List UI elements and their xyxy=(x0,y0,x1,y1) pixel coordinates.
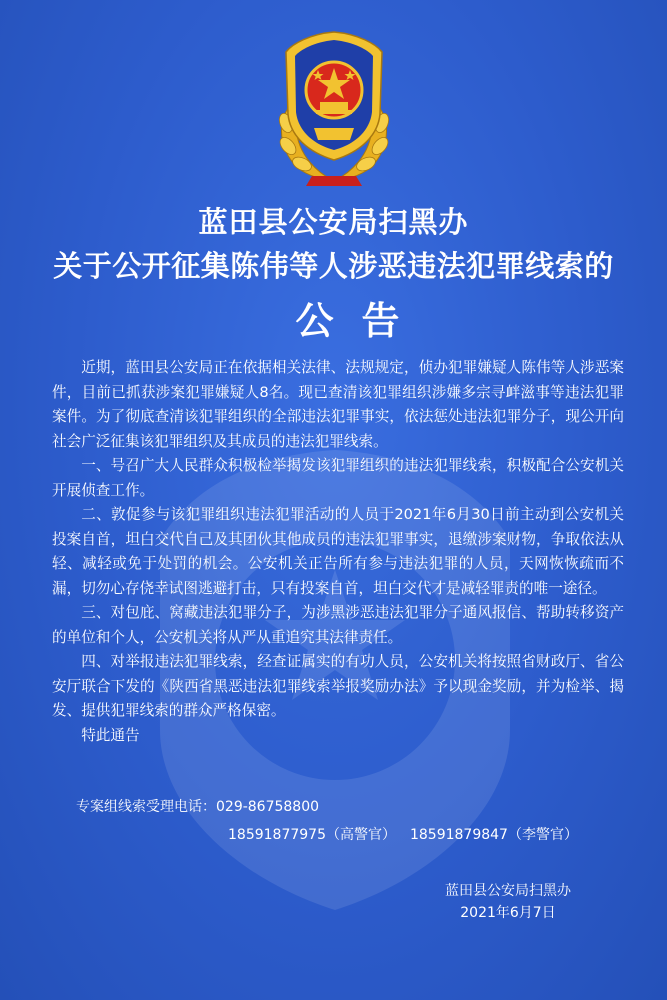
contact-info xyxy=(76,793,596,849)
title-line-1: 蓝田县公安局扫黑办 xyxy=(198,205,469,239)
paragraph-item-3: 三、对包庇、窝藏违法犯罪分子，为涉黑涉恶违法犯罪分子通风报信、帮助转移资产的单位和个人，公安机关将从严从重追究其法律责任。 xyxy=(52,604,624,646)
signature-date: 2021年6月7日 xyxy=(460,905,556,921)
hotline-label: 专案组线索受理电话：029-86758800 xyxy=(76,799,320,815)
paragraph-item-1: 一、号召广大人民群众积极检举揭发该犯罪组织的违法犯罪线索，积极配合公安机关开展侦查工作。 xyxy=(52,457,624,499)
phone-li: 18591879847（李警官） xyxy=(409,827,578,843)
notice-body xyxy=(52,356,624,748)
paragraph-closing: 特此通告 xyxy=(81,726,140,744)
phone-gao: 18591877975（高警官） xyxy=(228,827,396,843)
paragraph-intro: 近期，蓝田县公安局正在依据相关法律、法规规定，侦办犯罪嫌疑人陈伟等人涉恶案件，目前已抓获涉案犯罪嫌疑人8名。现已查清该犯罪组织涉嫌多宗寻衅滋事等违法犯罪案件。为了彻底查清该犯罪组织的全部违法犯罪事实，依法惩处违法犯罪分子，现公开向社会广泛征集该犯罪组织及其成员的违法犯罪线索。 xyxy=(52,359,624,450)
signature-org: 蓝田县公安局扫黑办 xyxy=(445,883,571,899)
paragraph-item-4: 四、对举报违法犯罪线索，经查证属实的有功人员，公安机关将按照省财政厅、省公安厅联合下发的《陕西省黑恶违法犯罪线索举报奖励办法》予以现金奖励，并为检举、揭发、提供犯罪线索的群众严格保密。 xyxy=(52,653,624,719)
phone-lines xyxy=(76,821,596,849)
signature-block xyxy=(408,880,608,924)
paragraph-item-2: 二、敦促参与该犯罪组织违法犯罪活动的人员于2021年6月30日前主动到公安机关投案自首，坦白交代自己及其团伙其他成员的违法犯罪事实，退缴涉案财物，争取依法从轻、减轻或免于处罚的机会。公安机关正告所有参与违法犯罪的人员，天网恢恢疏而不漏，切勿心存侥幸试图逃避打击，只有投案自首，坦白交代才是减轻罪责的唯一途径。 xyxy=(52,506,624,597)
title-line-2: 关于公开征集陈伟等人涉恶违法犯罪线索的 xyxy=(53,249,614,283)
title-notice: 公告 xyxy=(295,298,428,343)
police-emblem-icon xyxy=(268,28,400,188)
